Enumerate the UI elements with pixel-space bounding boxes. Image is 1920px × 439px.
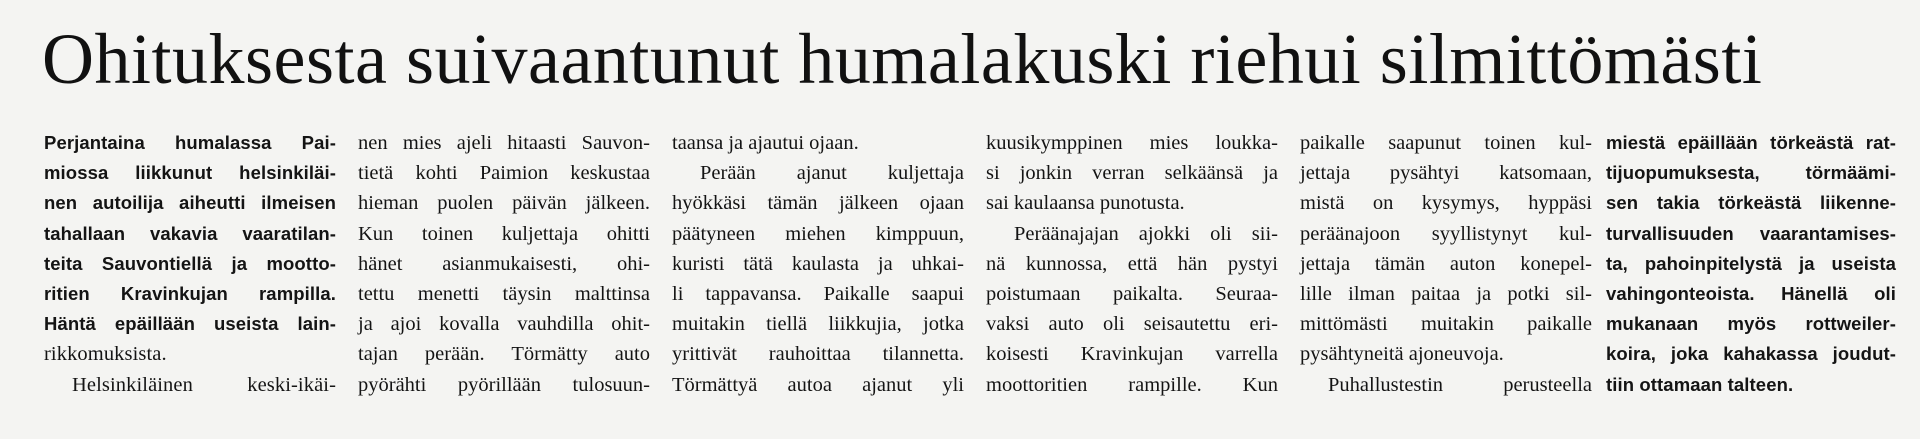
text-line: vahingonteoista. Hänellä oli [1606, 282, 1896, 304]
text-line: mistä on kysymys, hyppäsi [1300, 192, 1592, 215]
text-line: Peräänajajan ajokki oli sii- [1014, 222, 1278, 245]
text-line: teita Sauvontiellä ja mootto- [44, 252, 336, 274]
text-line: nen mies ajeli hitaasti Sauvon- [358, 132, 650, 154]
text-line: mittömästi muitakin paikalle [1300, 313, 1592, 336]
text-line: miestä epäillään törkeästä rat- [1606, 132, 1896, 153]
article-column-4 [986, 128, 1278, 400]
text-line: Helsinkiläinen keski-ikäi- [72, 373, 336, 396]
text-line: nen autoilija aiheutti ilmeisen [44, 192, 336, 214]
text-line: miossa liikkunut helsinkiläi- [44, 162, 336, 184]
text-line: ta, pahoinpitelystä ja useista [1606, 252, 1896, 274]
text-line: Kun toinen kuljettaja ohitti [358, 222, 650, 245]
text-line: tahallaan vakavia vaaratilan- [44, 222, 336, 244]
text-line: Häntä epäillään useista lain- [44, 313, 336, 335]
text-line: poistumaan paikalta. Seuraa- [986, 282, 1278, 305]
text-line: vaksi auto oli seisautettu eri- [986, 313, 1278, 336]
text-line: Puhallustestin perusteella [1328, 373, 1592, 396]
text-line: moottoritien rampille. Kun [986, 373, 1278, 396]
text-line: kuristi tätä kaulasta ja uhkai- [672, 252, 964, 275]
text-line: muitakin tiellä liikkujia, jotka [672, 313, 964, 336]
text-line: ritien Kravinkujan rampilla. [44, 282, 336, 304]
article-column-2 [358, 128, 650, 400]
text-line: yrittivät rauhoittaa tilannetta. [672, 343, 964, 366]
headline: Ohituksesta suivaantunut humalakuski riehui silmittömästi [42, 19, 1763, 99]
text-line: turvallisuuden vaarantamises- [1606, 222, 1896, 244]
text-line: pyörähti pyörillään tulosuun- [358, 373, 650, 396]
text-line: hyökkäsi tämän jälkeen ojaan [672, 192, 964, 215]
text-line: si jonkin verran selkäänsä ja [986, 162, 1278, 185]
article-column-5 [1300, 128, 1592, 400]
text-line: koisesti Kravinkujan varrella [986, 343, 1278, 366]
text-line: paikalle saapunut toinen kul- [1300, 132, 1592, 154]
text-line: peräänajoon syyllistynyt kul- [1300, 222, 1592, 245]
text-line: pysähtyneitä ajoneuvoja. [1300, 343, 1504, 366]
article-column-3 [672, 128, 964, 400]
text-line: Perään ajanut kuljettaja [700, 162, 964, 185]
text-line: tietä kohti Paimion keskustaa [358, 162, 650, 185]
text-line: sai kaulaansa punotusta. [986, 192, 1185, 215]
text-line: lille ilman paitaa ja potki sil- [1300, 282, 1592, 305]
text-line: sen takia törkeästä liikenne- [1606, 192, 1896, 214]
text-line: mukanaan myös rottweiler- [1606, 313, 1896, 335]
text-line: hieman puolen päivän jälkeen. [358, 192, 650, 215]
article-column-6 [1606, 128, 1896, 400]
text-line: rikkomuksista. [44, 343, 167, 366]
text-line: jettaja tämän auton konepel- [1300, 252, 1592, 275]
article-column-1 [44, 128, 336, 400]
text-line: hänet asianmukaisesti, ohi- [358, 252, 650, 275]
text-line: päätyneen miehen kimppuun, [672, 222, 964, 245]
text-line: nä kunnossa, että hän pystyi [986, 252, 1278, 275]
text-line: li tappavansa. Paikalle saapui [672, 282, 964, 305]
text-line: jettaja pysähtyi katsomaan, [1300, 162, 1592, 185]
text-line: ja ajoi kovalla vauhdilla ohit- [358, 313, 650, 336]
text-line: Perjantaina humalassa Pai- [44, 132, 336, 153]
text-line: tijuopumuksesta, törmäämi- [1606, 162, 1896, 184]
text-line: Törmättyä autoa ajanut yli [672, 373, 964, 396]
text-line: tiin ottamaan talteen. [1606, 373, 1794, 395]
text-line: tettu menetti täysin malttinsa [358, 282, 650, 305]
text-line: kuusikymppinen mies loukka- [986, 132, 1278, 154]
text-line: koira, joka kahakassa joudut- [1606, 343, 1896, 365]
text-line: taansa ja ajautui ojaan. [672, 132, 859, 154]
text-line: tajan perään. Törmätty auto [358, 343, 650, 366]
